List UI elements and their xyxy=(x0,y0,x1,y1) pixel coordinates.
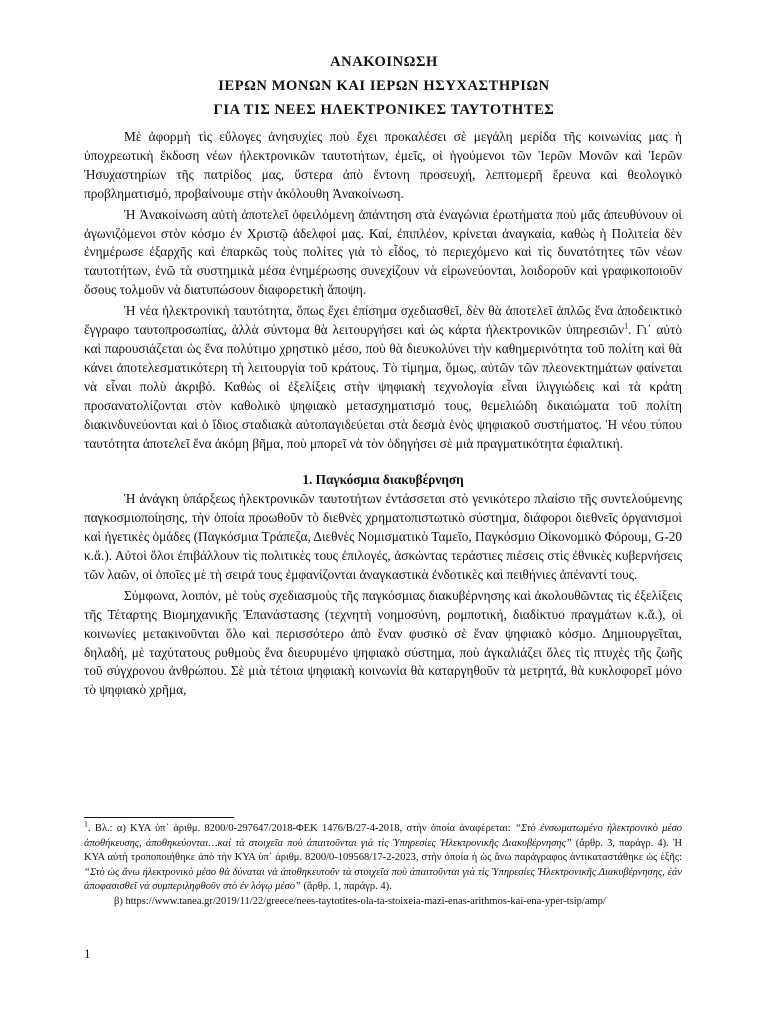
paragraph-3 xyxy=(84,302,682,453)
paragraph-3-part-b: . Γι᾽ αὐτὸ καὶ παρουσιάζεται ὡς ἕνα πολύτιμο χρηστικὸ μέσο, ποὺ θὰ διευκολύνει τὴν καθημερινότητα τοῦ πολίτη καὶ θὰ κάνει ἀποτελεσματικότερη τὴ λειτουργία τοῦ κράτους. Τὸ τίμημα, ὅμως, αὐτῶν τῶν πλεονεκτημάτων φαίνεται νὰ εἶναι πολὺ ἀκριβό. Καθὼς οἱ ἐξελίξεις στὴν ψηφιακὴ τεχνολογία εἶναι ἰλιγγιώδεις καὶ τὰ κράτη προσανατολίζονται στὸν καθολικὸ ψηφιακὸ μετασχηματισμό τους, θεμελιώδη δικαιώματα τοῦ πολίτη διακινδυνεύονται καὶ ὁ ἴδιος σταδιακὰ αὐτοπαγιδεύεται στὰ δεσμὰ ἑνὸς ψηφιακοῦ συστήματος. Ἡ νέου τύπου ταυτότητα ἀποτελεῖ ἕνα ἀκόμη βῆμα, ποὺ μπορεῖ νὰ τὸν ὁδηγήσει σὲ μιὰ πραγματικότητα ἐφιαλτική. xyxy=(84,322,682,451)
footnote-divider xyxy=(84,817,234,818)
footnote-a xyxy=(84,819,683,895)
footnote-a-quote-2: “Στὸ ὡς ἄνω ἠλεκτρονικὸ μέσο θὰ δύναται νὰ ἀποθηκευτοῦν τὰ στοιχεῖα ποὺ ἀπαιτοῦνται γιὰ τὶς Ὑπηρεσίες Ἠλεκτρονικῆς Διακυβέρνησης, ἐάν ἀποφασισθεῖ νὰ συμπεριληφθοῦν στὸ ἐν λόγῳ μέσο” xyxy=(84,866,682,893)
footnote-a-text-1: . Βλ.: α) ΚΥΑ ὑπ᾽ ἀριθμ. 8200/0-297647/2018-ΦΕΚ 1476/Β/27-4-2018, στὴν ὁποία ἀναφέρεται: xyxy=(88,823,515,834)
footnotes xyxy=(84,819,683,910)
paragraph-4: Ἡ ἀνάγκη ὑπάρξεως ἠλεκτρονικῶν ταυτοτήτων ἐντάσσεται στὸ γενικότερο πλαίσιο τῆς συντελούμενης παγκοσμιοποίησης, τὴν ὁποία προωθοῦν τὸ διεθνὲς χρηματοπιστωτικὸ σύστημα, διάφοροι διεθνεῖς ὀργανισμοὶ καὶ ἡγετικὲς ὁμάδες (Παγκόσμια Τράπεζα, Διεθνὲς Νομισματικὸ Ταμεῖο, Παγκόσμιο Οἰκονομικὸ Φόρουμ, G-20 κ.ἄ.). Αὐτοὶ ὅλοι ἐπιβάλλουν τὶς πολιτικὲς τους ἐπιλογές, ἀσκώντας τεράστιες πιέσεις στὶς ἐθνικὲς κυβερνήσεις τῶν λαῶν, οἱ ὁποῖες μὲ τὴ σειρά τους ἐμφανίζονται ἀναγκαστικὰ ἐνδοτικὲς καὶ πειθήνιες ἀπέναντί τους. xyxy=(84,491,682,582)
footnote-mark: 1 xyxy=(84,819,88,829)
paragraph-3-part-a: Ἡ νέα ἠλεκτρονικὴ ταυτότητα, ὅπως ἔχει ἐπίσημα σχεδιασθεῖ, δὲν θὰ ἀποτελεῖ ἁπλῶς ἕνα ἀποδεικτικὸ ἔγγραφο ταυτοπροσωπίας, ἀλλὰ σύντομα θὰ λειτουργήσει καὶ ὡς κάρτα ἠλεκτρονικῶν ὑπηρεσιῶν xyxy=(84,303,682,338)
document-header xyxy=(0,50,768,122)
issuer-title: ΙΕΡΩΝ ΜΟΝΩΝ ΚΑΙ ΙΕΡΩΝ ΗΣΥΧΑΣΤΗΡΙΩΝ xyxy=(218,78,550,94)
subject-title: ΓΙΑ ΤΙΣ ΝΕΕΣ ΗΛΕΚΤΡΟΝΙΚΕΣ ΤΑΥΤΟΤΗΤΕΣ xyxy=(213,102,555,118)
document-body xyxy=(84,128,682,700)
section-heading: 1. Παγκόσμια διακυβέρνηση xyxy=(302,472,464,488)
footnote-b-link[interactable]: β) https://www.tanea.gr/2019/11/22/greece/nees-taytotites-ola-ta-stoixeia-mazi-enas-arithmos-kai-ena-yper-tsip/amp/ xyxy=(114,895,606,907)
paragraph-5: Σύμφωνα, λοιπόν, μὲ τοὺς σχεδιασμοὺς τῆς παγκόσμιας διακυβέρνησης καὶ ἀκολουθῶντας τὶς ἐξελίξεις τῆς Τέταρτης Βιομηχανικῆς Ἐπανάστασης (τεχνητὴ νοημοσύνη, ρομποτική, διαδίκτυο πραγμάτων κ.ἄ.), οἱ κοινωνίες μετακινοῦνται ὅλο καὶ περισσότερο ἀπὸ ἕναν φυσικὸ σὲ ἕναν ψηφιακὸ κόσμο. Δημιουργεῖται, δηλαδή, μὲ ταχύτατους ρυθμοὺς ἕνα διευρυμένο ψηφιακὸ σύστημα, ποὺ ἀγκαλιάζει ὅλες τὶς πτυχὲς τῆς ζωῆς τοῦ σύγχρονου ἀνθρώπου. Σὲ μιὰ τέτοια ψηφιακὴ κοινωνία θὰ καταργηθοῦν τὰ μετρητά, θὰ κυκλοφορεῖ μόνο τὸ ψηφιακὸ χρῆμα, xyxy=(84,587,682,698)
footnote-a-text-3: (ἄρθρ. 1, παράγρ. 4). xyxy=(300,881,392,893)
page-number: 1 xyxy=(84,946,91,961)
footnote-reference[interactable]: 1 xyxy=(624,321,629,331)
footnote-a-text-2: (ἄρθρ. 3, παράγρ. 4). Ἡ ΚΥΑ αὐτὴ τροποποιήθηκε ἀπὸ τὴν ΚΥΑ ὑπ᾽ ἀριθμ. 8200/0-109568/17-2-2023, στὴν ὁποία ἡ ὡς ἄνω παράγραφος ἀντικαταστάθηκε ὡς ἑξῆς: xyxy=(84,837,682,864)
paragraph-2: Ἡ Ἀνακοίνωση αὐτὴ ἀποτελεῖ ὀφειλόμενη ἀπάντηση στὰ ἐναγώνια ἐρωτήματα ποὺ μᾶς ἀπευθύνουν οἱ ἀγωνιζόμενοι στὸν κόσμο ἐν Χριστῷ ἀδελφοί μας. Καί, ἐπιπλέον, κρίνεται ἀναγκαία, καθὼς ἡ Πολιτεία δὲν ἐνημέρωσε ἐξαρχῆς καὶ ἐπαρκῶς τοὺς πολίτες γιὰ τὸ εἶδος, τὸ περιεχόμενο καὶ τὶς δυνατότητες τῶν νέων ταυτοτήτων, ἐνῶ τὰ συστημικὰ μέσα ἐνημέρωσης συνεχίζουν νὰ εἰρωνεύονται, λοιδοροῦν καὶ γραφικοποιοῦν ὅσους τολμοῦν νὰ διατυπώσουν διαφορετικὴ ἄποψη. xyxy=(84,206,682,298)
footnote-a-quote-1: “Στὸ ἐνσωματωμένο ἠλεκτρονικὸ μέσο ἀποθήκευσης, ἀποθηκεύονται…καί τὰ στοιχεῖα ποὺ ἀπαιτοῦνται γιὰ τὶς Ὑπηρεσίες Ἠλεκτρονικῆς Διακυβέρνησης” xyxy=(84,823,683,849)
announcement-title: ΑΝΑΚΟΙΝΩΣΗ xyxy=(330,54,438,70)
paragraph-1: Μὲ ἀφορμὴ τὶς εὔλογες ἀνησυχίες ποὺ ἔχει προκαλέσει σὲ μεγάλη μερίδα τῆς κοινωνίας μας ἡ ὑποχρεωτικὴ ἔκδοση νέων ἠλεκτρονικῶν ταυτοτήτων, ἐμεῖς, οἱ ἡγούμενοι τῶν Ἱερῶν Μονῶν καὶ Ἱερῶν Ἡσυχαστηρίων τῆς πατρίδος μας, ὕστερα ἀπὸ ἔντονη προσευχή, λεπτομερῆ ἔρευνα καὶ θεολογικὸ προβληματισμό, προβαίνουμε στὴν ἀκόλουθη Ἀνακοίνωση. xyxy=(84,129,682,201)
